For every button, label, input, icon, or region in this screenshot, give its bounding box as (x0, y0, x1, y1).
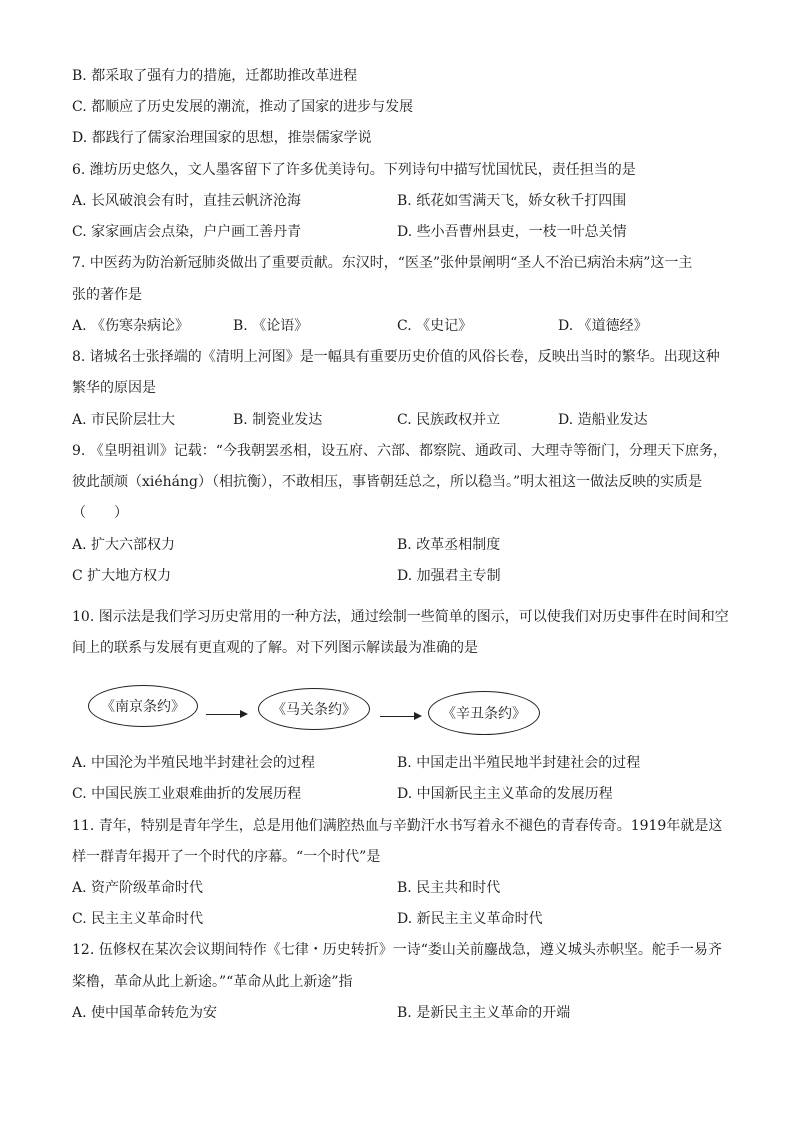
q11-option-a: A. 资产阶级革命时代 (72, 880, 204, 896)
q7-option-d: D. 《道德经》 (558, 318, 648, 334)
q11-stem-line2: 样一群青年揭开了一个时代的序幕。“一个时代”是 (72, 849, 381, 865)
q8-option-a: A. 市民阶层壮大 (72, 412, 176, 428)
q7-option-c: C. 《史记》 (397, 318, 473, 334)
q10-option-b: B. 中国走出半殖民地半封建社会的过程 (397, 755, 641, 771)
q9-option-a: A. 扩大六部权力 (72, 537, 176, 553)
q8-stem-line2: 繁华的原因是 (72, 380, 156, 396)
arrow-icon (206, 714, 246, 715)
q9-option-b: B. 改革丞相制度 (397, 537, 501, 553)
q12-option-b: B. 是新民主主义革命的开端 (397, 1005, 571, 1021)
q8-option-d: D. 造船业发达 (558, 412, 648, 428)
q6-option-c: C. 家家画店会点染，户户画工善丹青 (72, 224, 302, 240)
q6-option-d: D. 些小吾曹州县吏，一枝一叶总关情 (397, 224, 627, 240)
q11-option-b: B. 民主共和时代 (397, 880, 501, 896)
q5-option-d: D. 都践行了儒家治理国家的思想，推崇儒家学说 (72, 130, 372, 146)
q9-stem-line1: 9. 《皇明祖训》记载：“今我朝罢丞相，设五府、六部、都察院、通政司、大理寺等衙门，分理天下庶务， (72, 443, 727, 459)
q9-option-c: C 扩大地方权力 (72, 568, 172, 584)
q9-stem-line3: （ ） (72, 505, 128, 521)
treaty-node-maguan: 《马关条约》 (258, 688, 370, 730)
q11-stem-line1: 11. 青年，特别是青年学生，总是用他们满腔热血与辛勤汗水书写着永不褪色的青春传奇。1919年就是这 (72, 818, 723, 834)
q6-stem: 6. 潍坊历史悠久，文人墨客留下了许多优美诗句。下列诗句中描写忧国忧民，责任担当的是 (72, 162, 636, 178)
treaty-node-nanjing: 《南京条约》 (88, 685, 198, 727)
q12-option-a: A. 使中国革命转危为安 (72, 1005, 218, 1021)
q10-stem-line1: 10. 图示法是我们学习历史常用的一种方法，通过绘制一些简单的图示，可以使我们对历史事件在时间和空 (72, 609, 729, 625)
q7-stem-line2: 张的著作是 (72, 287, 142, 303)
q8-option-c: C. 民族政权并立 (397, 412, 501, 428)
arrow-icon (380, 716, 420, 717)
q7-option-a: A. 《伤寒杂病论》 (72, 318, 190, 334)
q5-option-b: B. 都采取了强有力的措施，迁都助推改革进程 (72, 68, 358, 84)
q7-stem-line1: 7. 中医药为防治新冠肺炎做出了重要贡献。东汉时，“医圣”张仲景阐明“圣人不治已病治未病”这一主 (72, 255, 693, 271)
q6-option-a: A. 长风破浪会有时，直挂云帆济沧海 (72, 193, 302, 209)
q12-stem-line1: 12. 伍修权在某次会议期间特作《七律・历史转折》一诗“娄山关前鏖战急，遵义城头赤帜坚。舵手一易齐 (72, 942, 722, 958)
q5-option-c: C. 都顺应了历史发展的潮流，推动了国家的进步与发展 (72, 99, 414, 115)
q11-option-d: D. 新民主主义革命时代 (397, 911, 543, 927)
q10-option-c: C. 中国民族工业艰难曲折的发展历程 (72, 786, 302, 802)
q6-option-b: B. 纸花如雪满天飞，娇女秋千打四围 (397, 193, 627, 209)
q8-option-b: B. 制瓷业发达 (233, 412, 323, 428)
q12-stem-line2: 桨橹，革命从此上新途。”“革命从此上新途”指 (72, 974, 353, 990)
q9-stem-line2: 彼此颉颃（xiéháng）（相抗衡），不敢相压，事皆朝廷总之，所以稳当。”明太祖这一做法反映的实质是 (72, 474, 703, 490)
q9-option-d: D. 加强君主专制 (397, 568, 501, 584)
q8-stem-line1: 8. 诸城名士张择端的《清明上河图》是一幅具有重要历史价值的风俗长卷，反映出当时的繁华。出现这种 (72, 349, 720, 365)
q10-stem-line2: 间上的联系与发展有更直观的了解。对下列图示解读最为准确的是 (72, 640, 478, 656)
q10-option-d: D. 中国新民主主义革命的发展历程 (397, 786, 613, 802)
treaty-node-xinchou: 《辛丑条约》 (428, 691, 540, 735)
q7-option-b: B. 《论语》 (233, 318, 309, 334)
q11-option-c: C. 民主主义革命时代 (72, 911, 204, 927)
q10-option-a: A. 中国沦为半殖民地半封建社会的过程 (72, 755, 316, 771)
